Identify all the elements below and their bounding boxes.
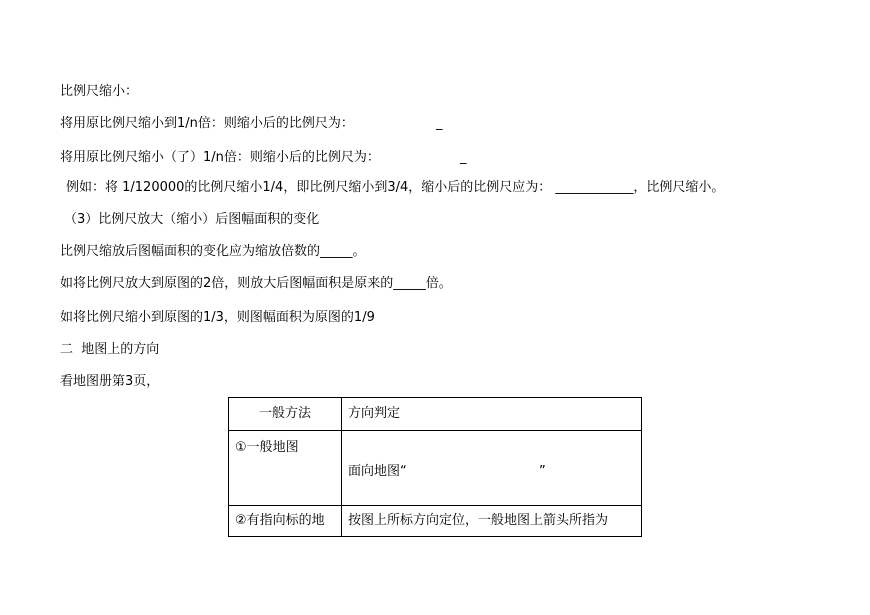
blank-reduce-by: _ — [460, 150, 467, 165]
table-cell-judgement — [342, 431, 642, 506]
text-enlarge-example: 如将比例尺放大到原图的2倍，则放大后图幅面积是原来的_____倍。 — [60, 276, 452, 291]
table-row — [229, 431, 642, 506]
text-scale-reduce-heading: 比例尺缩小： — [60, 84, 139, 99]
table-row — [229, 506, 642, 537]
text-section-2-heading: 二 地图上的方向 — [60, 342, 160, 357]
face-map-text: 面向地图“ ” — [348, 464, 546, 479]
direction-table — [228, 397, 642, 537]
table-header-row — [229, 398, 642, 431]
text-reduce-by-rule: 将用原比例尺缩小（了）1/n倍：则缩小后的比例尺为： — [60, 150, 380, 165]
text-reduce-to-rule: 将用原比例尺缩小到1/n倍：则缩小后的比例尺为： — [60, 116, 354, 131]
table-cell-method: ②有指向标的地 — [229, 506, 342, 537]
table-header-judgement: 方向判定 — [342, 398, 642, 431]
table-header-method: 一般方法 — [229, 398, 342, 431]
text-area-change-rule: 比例尺缩放后图幅面积的变化应为缩放倍数的_____。 — [60, 244, 366, 259]
text-example: 例如：将 1/120000的比例尺缩小1/4，即比例尺缩小到3/4，缩小后的比例尺应为： ____________，比例尺缩小。 — [66, 180, 725, 195]
text-section-3-heading: （3）比例尺放大（缩小）后图幅面积的变化 — [64, 212, 320, 227]
table-cell-judgement: 按图上所标方向定位，一般地图上箭头所指为 — [342, 506, 642, 537]
blank-reduce-to: _ — [436, 116, 443, 131]
table-cell-method: ①一般地图 — [229, 431, 342, 506]
text-shrink-example: 如将比例尺缩小到原图的1/3，则图幅面积为原图的1/9 — [60, 310, 375, 325]
text-atlas-reference: 看地图册第3页， — [60, 374, 160, 389]
